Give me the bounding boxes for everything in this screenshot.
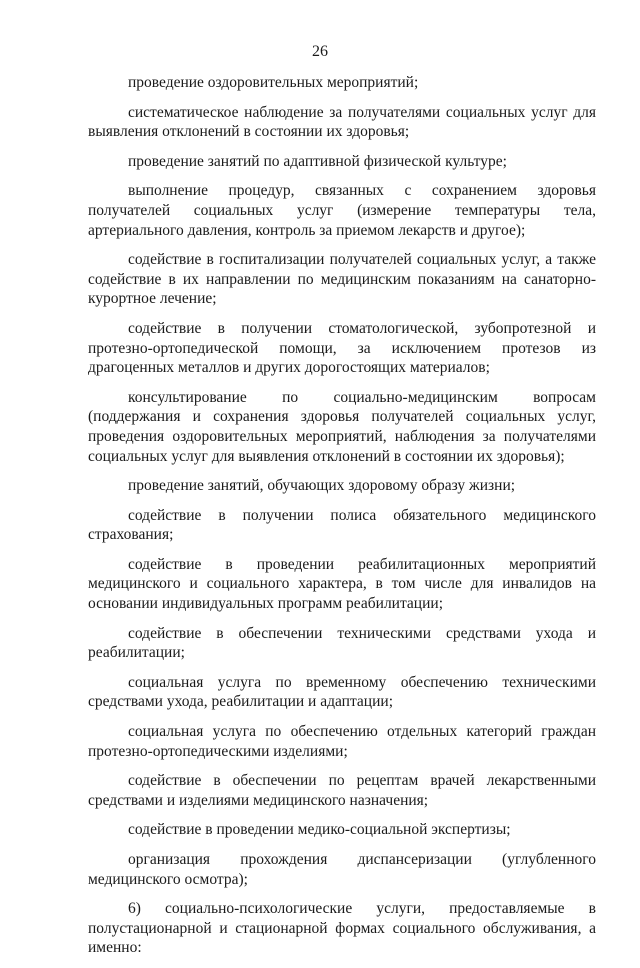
page-number: 26: [312, 43, 328, 60]
paragraph: социальная услуга по обеспечению отдельных категорий граждан протезно-ортопедическими изделиями;: [88, 723, 596, 760]
paragraph: организация прохождения диспансеризации (углубленного медицинского осмотра);: [88, 851, 596, 888]
paragraph: содействие в обеспечении по рецептам врачей лекарственными средствами и изделиями медицинского назначения;: [88, 772, 596, 809]
paragraph: содействие в проведении медико-социальной экспертизы;: [128, 821, 511, 839]
paragraph: содействие в госпитализации получателей социальных услуг, а также содействие в их направлении по медицинским показаниям на санаторно-курортное лечение;: [88, 251, 596, 308]
paragraph: выполнение процедур, связанных с сохранением здоровья получателей социальных услуг (измерение температуры тела, артериального давления, контроль за приемом лекарств и другое);: [88, 182, 596, 239]
paragraph: социальная услуга по временному обеспечению техническими средствами ухода, реабилитации и адаптации;: [88, 673, 596, 711]
paragraph: содействие в проведении реабилитационных мероприятий медицинского и социального характера, в том числе для инвалидов на основании индивидуальных программ реабилитации;: [88, 555, 596, 613]
paragraph: проведение занятий по адаптивной физической культуре;: [128, 152, 507, 170]
paragraph: проведение оздоровительных мероприятий;: [128, 74, 419, 91]
document-body: [88, 73, 596, 968]
paragraph: 6) социально-психологические услуги, предоставляемые в полустационарной и стационарной формах социального обслуживания, а именно:: [88, 900, 596, 957]
paragraph: содействие в обеспечении техническими средствами ухода и реабилитации;: [88, 624, 596, 662]
paragraph: содействие в получении полиса обязательного медицинского страхования;: [88, 506, 596, 544]
paragraph: систематическое наблюдение за получателями социальных услуг для выявления отклонений в состоянии их здоровья;: [88, 103, 596, 141]
paragraph: консультирование по социально-медицинским вопросам (поддержания и сохранения здоровья получателей социальных услуг, проведения оздоровительных мероприятий, наблюдения за получателями социальных услуг для выявления отклонений в состоянии их здоровья);: [88, 388, 596, 465]
paragraph: содействие в получении стоматологической, зубопротезной и протезно-ортопедической помощи, за исключением протезов из драгоценных металлов и других дорогостоящих материалов;: [88, 319, 596, 377]
paragraph: проведение занятий, обучающих здоровому образу жизни;: [128, 477, 516, 495]
